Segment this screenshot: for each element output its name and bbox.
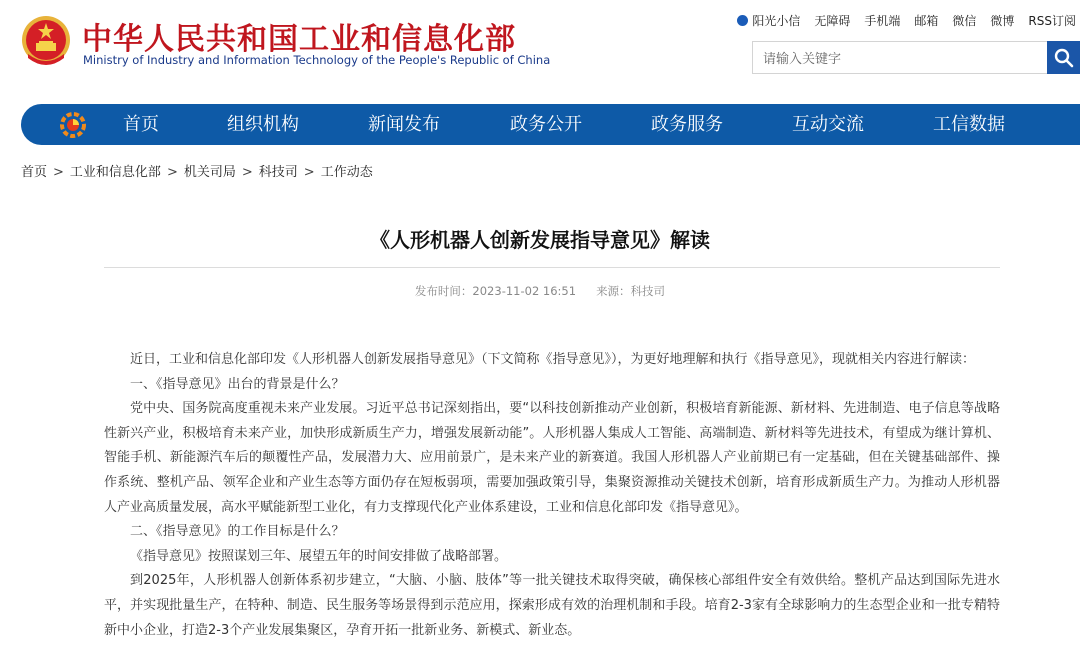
search-button[interactable] — [1047, 41, 1080, 74]
source-label: 来源： — [596, 284, 631, 298]
nav-data[interactable]: 工信数据 — [933, 114, 1005, 135]
source-value: 科技司 — [630, 284, 666, 298]
top-links — [737, 12, 1076, 29]
breadcrumb-departments[interactable]: 机关司局 — [183, 165, 236, 180]
article-heading: 二、《指导意见》的工作目标是什么？ — [130, 524, 345, 540]
article-meta — [0, 283, 1080, 299]
breadcrumb-home[interactable]: 首页 — [21, 165, 48, 180]
breadcrumb — [21, 161, 373, 180]
site-name-en: Ministry of Industry and Information Technology of the People's Republic of China — [83, 53, 551, 67]
nav-government-services[interactable]: 政务服务 — [651, 114, 723, 135]
miit-logo-icon[interactable] — [59, 111, 87, 139]
search-icon — [1054, 48, 1074, 68]
publish-time-label: 发布时间： — [414, 284, 473, 298]
article-paragraph: 《指导意见》按照谋划三年、展望五年的时间安排做了战略部署。 — [130, 548, 508, 564]
top-link-rss[interactable]: RSS订阅 — [1028, 14, 1076, 28]
breadcrumb-separator: > — [166, 165, 178, 180]
sunshine-icon — [737, 15, 748, 26]
nav-government-affairs[interactable]: 政务公开 — [510, 114, 582, 135]
breadcrumb-ministry[interactable]: 工业和信息化部 — [69, 165, 161, 180]
top-link-wechat[interactable]: 微信 — [952, 14, 977, 28]
article-paragraph: 党中央、国务院高度重视未来产业发展。习近平总书记深刻指出，要“以科技创新推动产业创新，积极培育新能源、新材料、先进制造、电子信息等战略性新兴产业，积极培育未来产业，加快形成新质生产力，增强发展新动能”。人形机器人集成人工智能、高端制造、新材料等先进技术，有望成为继计算机、智能手机、新能源汽车后的颠覆性产品，发展潜力大、应用前景广，是未来产业的新赛道。我国人形机器人产业前期已有一定基础，但在关键基础部件、操作系统、整机产品、领军企业和产业生态等方面仍存在短板弱项，需要加强政策引导，集聚资源推动关键技术创新，培育形成新质生产力。为推动人形机器人产业高质量发展，高水平赋能新型工业化，有力支撑现代化产业体系建设，工业和信息化部印发《指导意见》。 — [104, 401, 1000, 515]
publish-time: 2023-11-02 16:51 — [472, 284, 577, 298]
top-link-mailbox[interactable]: 邮箱 — [914, 14, 939, 28]
national-emblem-icon — [20, 14, 72, 70]
article-title: 《人形机器人创新发展指导意见》解读 — [370, 228, 710, 252]
top-link-weibo[interactable]: 微博 — [990, 14, 1015, 28]
nav-organization[interactable]: 组织机构 — [227, 114, 299, 135]
article-heading: 一、《指导意见》出台的背景是什么？ — [130, 376, 345, 392]
breadcrumb-tech-department[interactable]: 科技司 — [258, 165, 298, 180]
breadcrumb-separator: > — [241, 165, 253, 180]
top-link-mobile[interactable]: 手机端 — [864, 14, 901, 28]
breadcrumb-separator: > — [303, 165, 315, 180]
search-box — [752, 41, 1080, 74]
top-link-label: 阳光小信 — [752, 14, 801, 28]
top-link-accessibility[interactable]: 无障碍 — [814, 14, 851, 28]
nav-interaction[interactable]: 互动交流 — [792, 114, 864, 135]
top-link-sunshine[interactable] — [737, 12, 800, 29]
breadcrumb-separator: > — [53, 165, 64, 180]
title-divider — [104, 267, 1000, 268]
site-name-cn: 中华人民共和国工业和信息化部 — [82, 22, 516, 57]
article-paragraph: 近日，工业和信息化部印发《人形机器人创新发展指导意见》（下文简称《指导意见》），为更好地理解和执行《指导意见》，现就相关内容进行解读： — [130, 352, 976, 367]
nav-news[interactable]: 新闻发布 — [368, 114, 440, 135]
article-body — [104, 348, 1000, 643]
main-nav — [21, 104, 1080, 145]
search-input[interactable] — [761, 48, 1040, 70]
nav-home[interactable]: 首页 — [123, 114, 159, 135]
breadcrumb-work-updates[interactable]: 工作动态 — [320, 165, 373, 180]
article-paragraph: 到2025年，人形机器人创新体系初步建立，“大脑、小脑、肢体”等一批关键技术取得突破，确保核心部组件安全有效供给。整机产品达到国际先进水平，并实现批量生产，在特种、制造、民生服务等场景得到示范应用，探索形成有效的治理机制和手段。培育2-3家有全球影响力的生态型企业和一批专精特新中小企业，打造2-3个产业发展集聚区，孕育开拓一批新业务、新模式、新业态。 — [104, 573, 1000, 638]
